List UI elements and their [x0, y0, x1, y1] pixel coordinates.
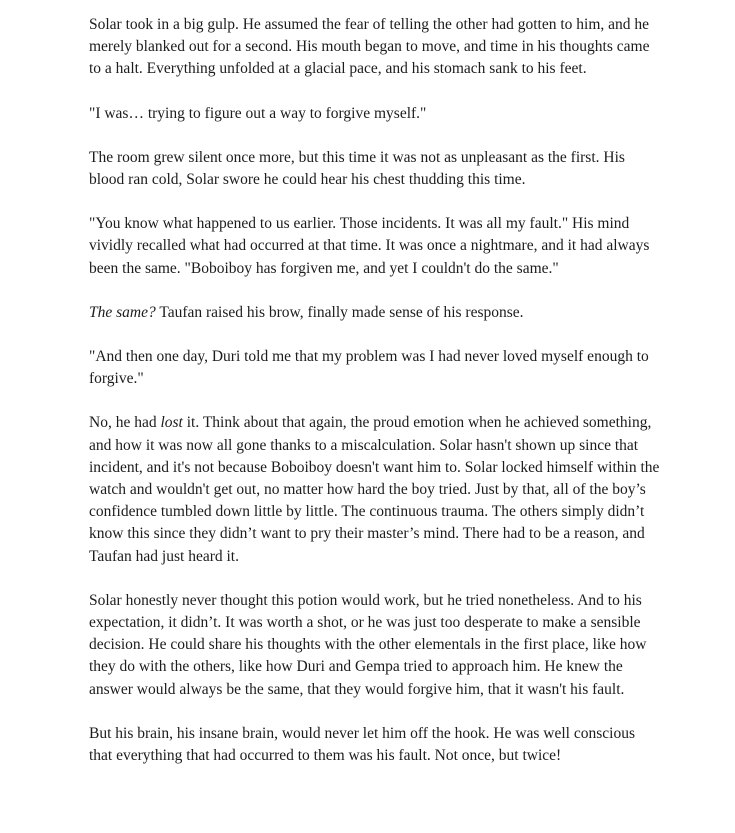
paragraph-9 [89, 723, 661, 767]
text-run: But his brain, his insane brain, would never let him off the hook. He was well conscious that everything that had occurred to them was his fault. Not once, but twice! [89, 724, 635, 765]
paragraph-7 [89, 412, 661, 567]
text-run: The room grew silent once more, but this time it was not as unpleasant as the first. His blood ran cold, Solar swore he could hear his chest thudding this time. [89, 148, 625, 189]
text-run: "And then one day, Duri told me that my problem was I had never loved myself enough to forgive." [89, 348, 649, 388]
story-text [89, 14, 661, 789]
text-run: Solar took in a big gulp. He assumed the fear of telling the other had gotten to him, and he merely blanked out for a second. His mouth began to move, and time in his thoughts came to a halt. Everything unfolded at a glacial pace, and his stomach sank to his feet. [89, 16, 650, 78]
text-run: Taufan raised his brow, finally made sense of his response. [155, 303, 524, 321]
italic-text-run: The same? [89, 303, 156, 321]
paragraph-3 [89, 147, 661, 191]
paragraph-5 [89, 302, 661, 324]
text-run: "You know what happened to us earlier. Those incidents. It was all my fault." His mind vividly recalled what had occurred at that time. It was once a nightmare, and it had always been the same. "Boboiboy has forgiven me, and yet I couldn't do the same." [89, 215, 650, 277]
italic-text-run: lost [160, 414, 183, 432]
paragraph-4 [89, 213, 661, 280]
paragraph-2 [89, 103, 661, 125]
paragraph-8 [89, 590, 661, 701]
text-run: No, he had [89, 414, 161, 432]
text-run: Solar honestly never thought this potion would work, but he tried nonetheless. And to his expectation, it didn’t. It was worth a shot, or he was just too desperate to make a sensible decision. He could share his thoughts with the other elementals in the first place, like how they do with the others, like how Duri and Gempa tried to approach him. He knew the answer would always be the same, that they would forgive him, that it wasn't his fault. [89, 591, 647, 698]
text-run: "I was… trying to figure out a way to forgive myself." [89, 104, 427, 122]
text-run: it. Think about that again, the proud emotion when he achieved something, and how it was now all gone thanks to a miscalculation. Solar hasn't shown up since that incident, and it's not because Boboiboy doesn't want him to. Solar locked himself within the watch and wouldn't get out, no matter how hard the boy tried. Just by that, all of the boy’s confidence tumbled down little by little. The continuous trauma. The others simply didn’t know this since they didn’t want to pry their master’s mind. There had to be a reason, and Taufan had just heard it. [89, 414, 660, 565]
paragraph-6 [89, 346, 661, 390]
paragraph-1 [89, 14, 661, 81]
